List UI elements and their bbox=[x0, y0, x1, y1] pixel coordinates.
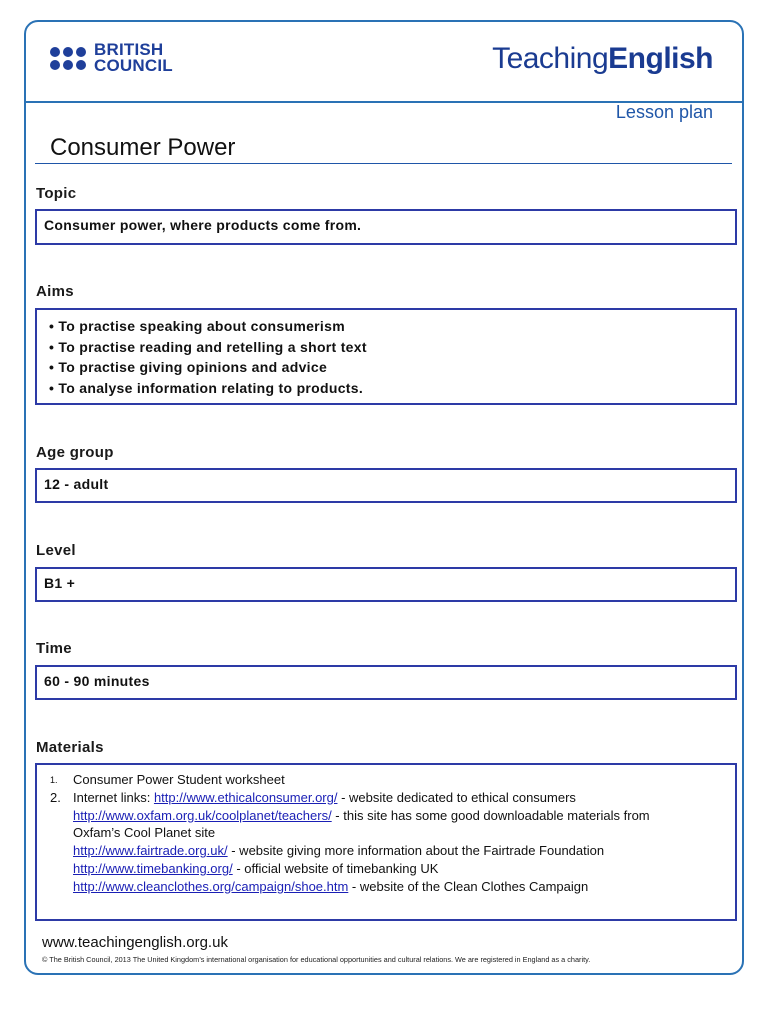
link-oxfam[interactable]: http://www.oxfam.org.uk/coolplanet/teachers/ bbox=[73, 807, 332, 823]
materials-link-line bbox=[44, 824, 728, 842]
time-box bbox=[35, 665, 737, 700]
teaching-english-logo bbox=[492, 42, 713, 76]
time-value: 60 - 90 minutes bbox=[44, 673, 150, 689]
footer-url[interactable]: www.teachingenglish.org.uk bbox=[42, 934, 228, 951]
level-box bbox=[35, 567, 737, 602]
aims-list bbox=[44, 316, 728, 398]
link-description: - website dedicated to ethical consumers bbox=[337, 789, 576, 805]
bc-logo-line2: COUNCIL bbox=[94, 56, 173, 75]
link-description: - this site has some good downloadable materials from bbox=[331, 807, 650, 823]
te-logo-part1: Teaching bbox=[492, 42, 609, 75]
materials-link-line bbox=[44, 860, 728, 878]
title-divider bbox=[35, 163, 732, 164]
link-fairtrade[interactable]: http://www.fairtrade.org.uk/ bbox=[73, 843, 228, 859]
materials-item bbox=[44, 789, 728, 807]
bc-logo-line1: BRITISH bbox=[94, 40, 164, 59]
topic-value: Consumer power, where products come from. bbox=[44, 217, 362, 233]
page-title: Consumer Power bbox=[50, 134, 236, 161]
aims-item: • To practise reading and retelling a short text bbox=[49, 337, 728, 358]
age-group-value: 12 - adult bbox=[44, 476, 109, 492]
link-description: - website of the Clean Clothes Campaign bbox=[348, 878, 589, 894]
aims-label: Aims bbox=[36, 283, 74, 300]
level-label: Level bbox=[36, 542, 76, 559]
link-description: - official website of timebanking UK bbox=[232, 860, 439, 876]
aims-box bbox=[35, 308, 737, 405]
materials-link-line bbox=[44, 807, 728, 825]
materials-item-number: 1. bbox=[50, 775, 58, 785]
british-council-dots-icon bbox=[50, 47, 86, 70]
link-timebanking[interactable]: http://www.timebanking.org/ bbox=[73, 860, 233, 876]
materials-label: Materials bbox=[36, 739, 104, 756]
materials-item-number: 2. bbox=[50, 789, 61, 805]
topic-label: Topic bbox=[36, 185, 77, 202]
age-group-label: Age group bbox=[36, 444, 114, 461]
age-group-box bbox=[35, 468, 737, 503]
materials-item bbox=[44, 771, 728, 789]
aims-item: • To analyse information relating to products. bbox=[49, 378, 728, 399]
link-description: - website giving more information about the Fairtrade Foundation bbox=[227, 843, 605, 859]
te-logo-part2: English bbox=[608, 42, 713, 75]
link-description: Oxfam’s Cool Planet site bbox=[73, 825, 216, 841]
level-value: B1 + bbox=[44, 575, 76, 591]
footer-copyright: © The British Council, 2013 The United Kingdom’s international organisation for educational opportunities and cultural relations. We are registered in England as a charity. bbox=[42, 955, 591, 964]
aims-item: • To practise giving opinions and advice bbox=[49, 357, 728, 378]
time-label: Time bbox=[36, 640, 72, 657]
british-council-logo bbox=[50, 42, 173, 74]
materials-box bbox=[35, 763, 737, 921]
materials-link-line bbox=[44, 842, 728, 860]
link-cleanclothes[interactable]: http://www.cleanclothes.org/campaign/shoe.htm bbox=[73, 878, 349, 894]
link-ethicalconsumer[interactable]: http://www.ethicalconsumer.org/ bbox=[153, 789, 338, 805]
topic-box bbox=[35, 209, 737, 245]
aims-item: • To practise speaking about consumerism bbox=[49, 316, 728, 337]
materials-item-text: Consumer Power Student worksheet bbox=[73, 772, 285, 787]
materials-link-line bbox=[44, 878, 728, 896]
lesson-plan-label: Lesson plan bbox=[615, 102, 713, 122]
materials-item-prefix: Internet links: bbox=[73, 789, 154, 805]
